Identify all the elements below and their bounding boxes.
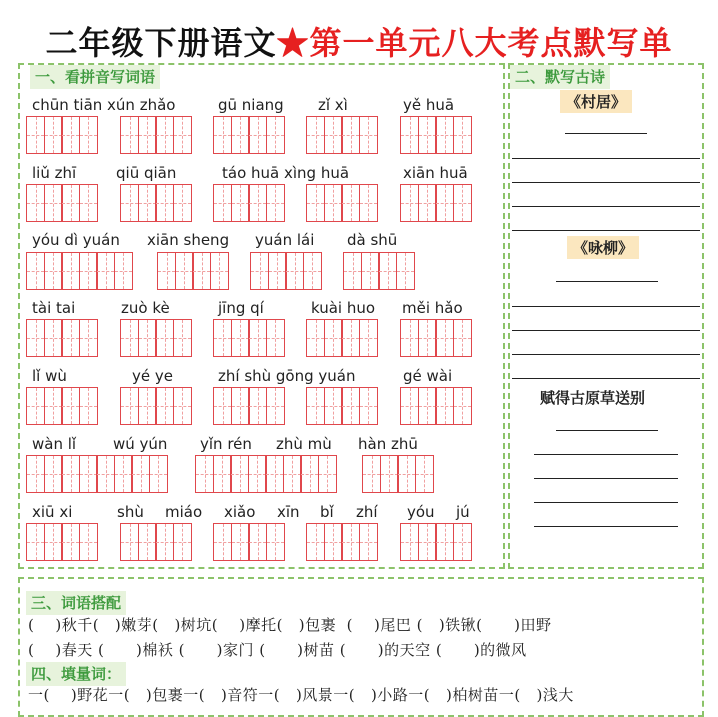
writing-grid[interactable] — [400, 116, 472, 154]
writing-grid[interactable] — [26, 387, 98, 425]
pinyin-label: yuán lái — [255, 231, 315, 249]
writing-grid[interactable] — [213, 116, 285, 154]
pinyin-label: yóu dì yuán — [32, 231, 120, 249]
answer-line[interactable] — [512, 306, 700, 307]
writing-grid[interactable] — [120, 319, 192, 357]
section2-label: 二、默写古诗 — [510, 65, 610, 89]
answer-line[interactable] — [534, 502, 678, 503]
writing-grid[interactable] — [213, 319, 285, 357]
writing-grid[interactable] — [120, 523, 192, 561]
pinyin-label: kuài huo — [311, 299, 376, 317]
writing-grid[interactable] — [250, 252, 322, 290]
pinyin-label: qiū qiān — [116, 164, 177, 182]
poem-title-cunju: 《村居》 — [560, 90, 632, 113]
answer-line[interactable] — [534, 526, 678, 527]
section3-label: 三、词语搭配 — [26, 591, 126, 615]
poem-title-yongliu: 《咏柳》 — [567, 236, 639, 259]
writing-grid[interactable] — [213, 523, 285, 561]
pinyin-label: zǐ xì — [318, 96, 348, 114]
pinyin-label: hàn zhū — [358, 435, 418, 453]
pinyin-label: shù — [117, 503, 144, 521]
writing-grid[interactable] — [120, 184, 192, 222]
pinyin-label: zuò kè — [121, 299, 170, 317]
pinyin-label: yǐn rén — [200, 435, 252, 453]
answer-line[interactable] — [512, 354, 700, 355]
pinyin-label: gū niang — [218, 96, 284, 114]
writing-grid[interactable] — [26, 455, 168, 493]
section4-label: 四、填量词： — [26, 662, 126, 686]
writing-grid[interactable] — [213, 387, 285, 425]
writing-grid[interactable] — [306, 523, 378, 561]
answer-line[interactable] — [556, 430, 658, 431]
answer-line[interactable] — [534, 478, 678, 479]
writing-grid[interactable] — [26, 252, 133, 290]
pinyin-label: chūn tiān xún zhǎo — [32, 96, 176, 114]
writing-grid[interactable] — [213, 184, 285, 222]
matching-line-2[interactable]: ( )春天 ( )棉袄 ( )家门 ( )树苗 ( )的天空 ( )的微风 — [28, 641, 527, 659]
pinyin-label: jú — [456, 503, 470, 521]
answer-line[interactable] — [512, 206, 700, 207]
writing-grid[interactable] — [400, 387, 472, 425]
pinyin-label: zhí shù gōng yuán — [218, 367, 356, 385]
pinyin-label: dà shū — [347, 231, 398, 249]
pinyin-label: xiān huā — [403, 164, 468, 182]
writing-grid[interactable] — [26, 184, 98, 222]
answer-line[interactable] — [512, 378, 700, 379]
pinyin-label: gé wài — [403, 367, 453, 385]
writing-grid[interactable] — [343, 252, 415, 290]
writing-grid[interactable] — [26, 116, 98, 154]
writing-grid[interactable] — [26, 523, 98, 561]
answer-line[interactable] — [512, 158, 700, 159]
pinyin-label: xiān sheng — [147, 231, 230, 249]
writing-grid[interactable] — [400, 319, 472, 357]
writing-grid[interactable] — [195, 455, 337, 493]
pinyin-label: miáo — [165, 503, 203, 521]
writing-grid[interactable] — [157, 252, 229, 290]
pinyin-label: yé ye — [132, 367, 173, 385]
pinyin-label: měi hǎo — [402, 299, 463, 317]
star-icon: ★ — [276, 24, 310, 62]
pinyin-label: yóu — [407, 503, 435, 521]
writing-grid[interactable] — [26, 319, 98, 357]
writing-grid[interactable] — [120, 387, 192, 425]
pinyin-label: zhù mù — [276, 435, 332, 453]
pinyin-label: xīn — [277, 503, 300, 521]
pinyin-label: wàn lǐ — [32, 435, 77, 453]
pinyin-label: xiū xi — [32, 503, 73, 521]
pinyin-label: lǐ wù — [32, 367, 67, 385]
matching-line-1[interactable]: ( )秋千( )嫩芽( )树坑( )摩托( )包裹 ( )尾巴 ( )铁锹( )田野 — [28, 616, 552, 634]
pinyin-label: xiǎo — [224, 503, 256, 521]
answer-line[interactable] — [556, 281, 658, 282]
writing-grid[interactable] — [306, 387, 378, 425]
writing-grid[interactable] — [362, 455, 434, 493]
answer-line[interactable] — [565, 133, 647, 134]
pinyin-label: táo huā xìng huā — [222, 164, 350, 182]
writing-grid[interactable] — [400, 523, 472, 561]
poem-title-fude: 赋得古原草送别 — [540, 389, 646, 407]
writing-grid[interactable] — [306, 319, 378, 357]
pinyin-label: wú yún — [113, 435, 168, 453]
measure-word-line[interactable]: 一( )野花一( )包裹一( )音符一( )风景一( )小路一( )柏树苗一( )浅大 — [28, 686, 574, 704]
section1-label: 一、看拼音写词语 — [30, 65, 160, 89]
pinyin-label: jīng qí — [218, 299, 264, 317]
pinyin-label: yě huā — [403, 96, 455, 114]
writing-grid[interactable] — [400, 184, 472, 222]
writing-grid[interactable] — [120, 116, 192, 154]
page-title: 二年级下册语文★第一单元八大考点默写单 — [45, 24, 673, 62]
pinyin-label: zhí — [356, 503, 378, 521]
answer-line[interactable] — [512, 230, 700, 231]
poem-section — [508, 63, 704, 569]
pinyin-label: tài tai — [32, 299, 76, 317]
pinyin-label: bǐ — [320, 503, 334, 521]
pinyin-label: liǔ zhī — [32, 164, 77, 182]
answer-line[interactable] — [534, 454, 678, 455]
writing-grid[interactable] — [306, 116, 378, 154]
writing-grid[interactable] — [306, 184, 378, 222]
answer-line[interactable] — [512, 182, 700, 183]
answer-line[interactable] — [512, 330, 700, 331]
